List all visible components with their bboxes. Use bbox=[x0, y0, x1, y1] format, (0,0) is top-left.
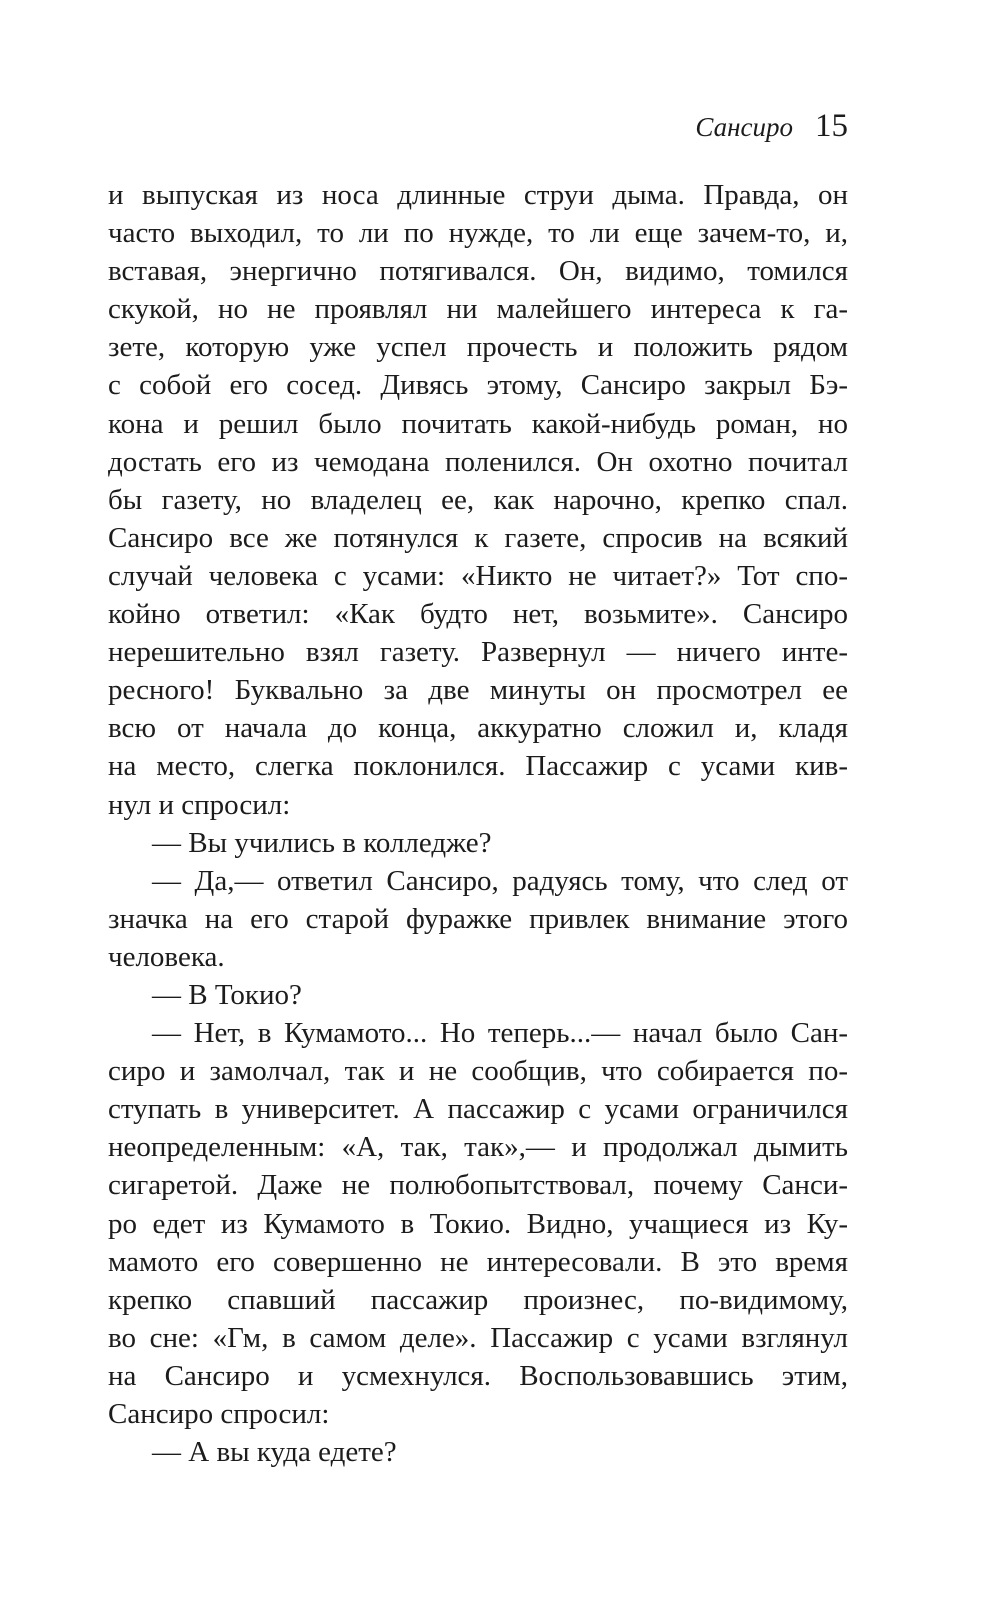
text-line: всю от начала до конца, аккуратно сложил и, кладя bbox=[108, 712, 848, 745]
text-line: на место, слегка поклонился. Пассажир с усами кив- bbox=[108, 750, 848, 783]
text-line: ступать в университет. А пассажир с усами ограничился bbox=[108, 1093, 848, 1126]
text-line: достать его из чемодана поленился. Он охотно почитал bbox=[108, 445, 848, 478]
running-head bbox=[695, 108, 848, 145]
dialogue-line: — Нет, в Кумамото... Но теперь...— начал было Сан- bbox=[152, 1017, 848, 1050]
text-line: с собой его сосед. Дивясь этому, Сансиро закрыл Бэ- bbox=[108, 369, 848, 402]
dialogue-line: — В Токио? bbox=[152, 978, 302, 1011]
text-line: скукой, но не проявлял ни малейшего интереса к га- bbox=[108, 293, 848, 326]
text-line: кона и решил было почитать какой-нибудь роман, но bbox=[108, 407, 848, 440]
text-line: ро едет из Кумамото в Токио. Видно, учащиеся из Ку- bbox=[108, 1207, 848, 1240]
text-line: мамото его совершенно не интересовали. В это время bbox=[108, 1245, 848, 1278]
text-line: сигаретой. Даже не полюбопытствовал, почему Санси- bbox=[108, 1169, 848, 1202]
text-line: случай человека с усами: «Никто не читает?» Тот спо- bbox=[108, 559, 848, 592]
text-line: нерешительно взял газету. Развернул — ничего инте- bbox=[108, 636, 848, 669]
text-line: значка на его старой фуражке привлек внимание этого bbox=[108, 902, 848, 935]
dialogue-line: — Да,— ответил Сансиро, радуясь тому, что след от bbox=[152, 864, 848, 897]
dialogue-line: — Вы учились в колледже? bbox=[152, 826, 492, 859]
text-line: вставая, энергично потягивался. Он, видимо, томился bbox=[108, 255, 848, 288]
text-line: на Сансиро и усмехнулся. Воспользовавшись этим, bbox=[108, 1359, 848, 1392]
running-title: Сансиро bbox=[695, 112, 793, 142]
text-line: нул и спросил: bbox=[108, 788, 291, 821]
body-text bbox=[108, 176, 848, 1471]
text-line: человека. bbox=[108, 940, 225, 973]
page-number: 15 bbox=[815, 108, 848, 144]
text-line: Сансиро спросил: bbox=[108, 1398, 330, 1430]
text-line: неопределенным: «А, так, так»,— и продолжал дымить bbox=[108, 1131, 848, 1164]
text-line: часто выходил, то ли по нужде, то ли еще зачем-то, и, bbox=[108, 217, 848, 250]
text-line: сиро и замолчал, так и не сообщив, что собирается по- bbox=[108, 1055, 848, 1088]
text-line: зете, которую уже успел прочесть и положить рядом bbox=[108, 331, 848, 364]
text-line: во сне: «Гм, в самом деле». Пассажир с усами взглянул bbox=[108, 1321, 848, 1354]
text-line: бы газету, но владелец ее, как нарочно, крепко спал. bbox=[108, 483, 848, 516]
dialogue-line: — А вы куда едете? bbox=[152, 1436, 397, 1469]
text-line: крепко спавший пассажир произнес, по-видимому, bbox=[108, 1283, 848, 1316]
text-line: Сансиро все же потянулся к газете, спросив на всякий bbox=[108, 521, 848, 554]
text-line: койно ответил: «Как будто нет, возьмите». Сансиро bbox=[108, 598, 848, 631]
text-line: ресного! Буквально за две минуты он просмотрел ее bbox=[108, 674, 848, 707]
text-line: и выпуская из носа длинные струи дыма. Правда, он bbox=[108, 179, 848, 211]
